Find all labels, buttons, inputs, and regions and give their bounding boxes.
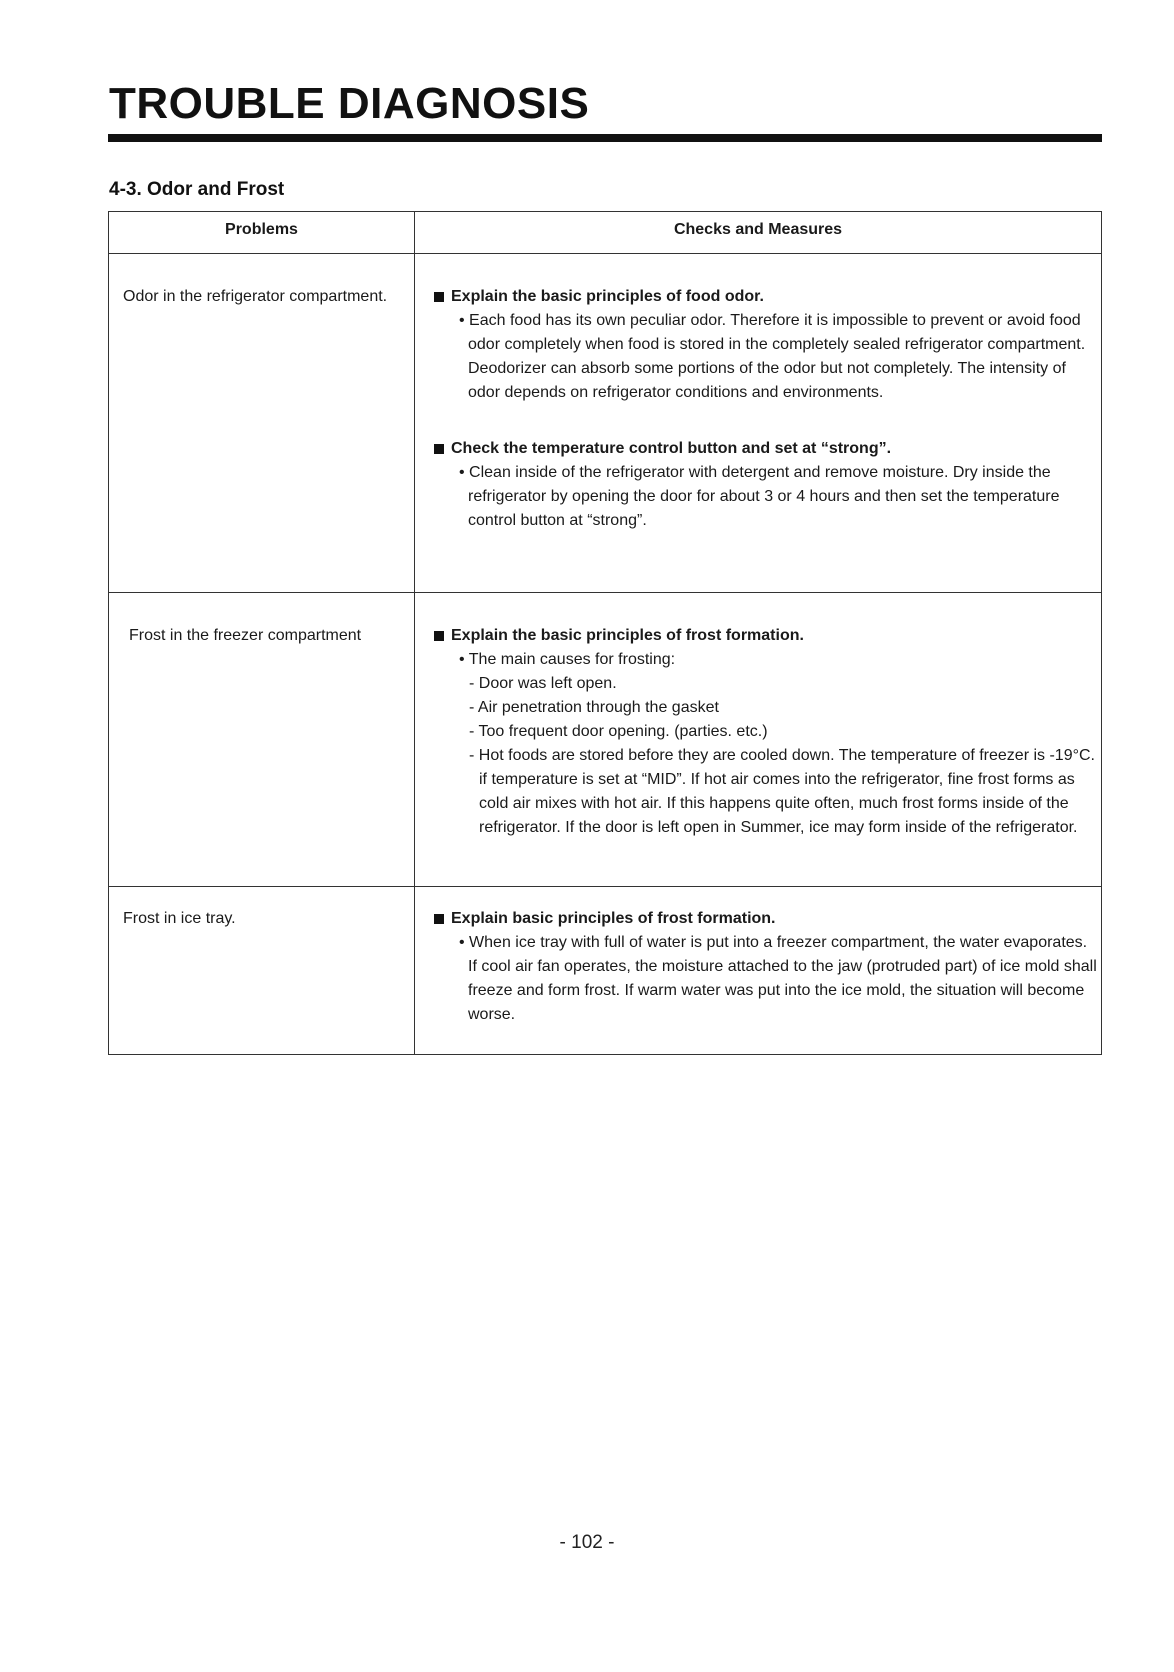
measure-cell (415, 593, 1102, 887)
block-gap (434, 405, 1097, 437)
section-heading: 4-3. Odor and Frost (109, 179, 285, 200)
table-row (109, 887, 1102, 1055)
cause-item-text: Hot foods are stored before they are cooled down. The temperature of freezer is -19°C. if temperature is set at “MID”. If hot air comes into the refrigerator, fine frost forms as cold air mixes with hot air. If this happens quite often, much frost forms inside of the refrigerator. If the door is left open in Summer, ice may form inside of the refrigerator. (478, 747, 1095, 836)
title-rule (108, 134, 1102, 142)
cause-item: - Hot foods are stored before they are cooled down. The temperature of freezer is -19°C. if temperature is set at “MID”. If hot air comes into the refrigerator, fine frost forms as cold air mixes with hot air. If this happens quite often, much frost forms inside of the refrigerator. If the door is left open in Summer, ice may form inside of the refrigerator. (469, 747, 1095, 836)
cause-item-text: Air penetration through the gasket (477, 699, 719, 716)
column-header-problems: Problems (109, 212, 415, 254)
table-header-row (109, 212, 1102, 254)
square-bullet-icon (434, 292, 444, 302)
measure-heading (434, 285, 1097, 309)
measure-heading-text: Explain basic principles of frost formation. (451, 910, 776, 927)
table-row (109, 254, 1102, 593)
measure-cell (415, 254, 1102, 593)
cause-item-text: Too frequent door opening. (parties. etc.) (478, 723, 768, 740)
measure-heading (434, 437, 1097, 461)
measure-bullet-text: Clean inside of the refrigerator with detergent and remove moisture. Dry inside the refrigerator by opening the door for about 3 or 4 hours and then set the temperature control button at “strong”. (468, 464, 1060, 529)
measure-bullet: • Clean inside of the refrigerator with detergent and remove moisture. Dry inside the refrigerator by opening the door for about 3 or 4 hours and then set the temperature control button at “strong”. (459, 464, 1060, 529)
trouble-table (108, 211, 1102, 1055)
problem-cell: Frost in the freezer compartment (109, 593, 415, 887)
problem-cell: Odor in the refrigerator compartment. (109, 254, 415, 593)
measure-heading (434, 624, 1097, 648)
measure-cell (415, 887, 1102, 1055)
problem-cell: Frost in ice tray. (109, 887, 415, 1055)
square-bullet-icon (434, 631, 444, 641)
cause-item: - Air penetration through the gasket (469, 699, 719, 716)
cause-item: - Door was left open. (469, 675, 617, 692)
column-header-checks: Checks and Measures (415, 212, 1102, 254)
square-bullet-icon (434, 914, 444, 924)
table-row (109, 593, 1102, 887)
cause-item: - Too frequent door opening. (parties. etc.) (469, 723, 768, 740)
measure-heading-text: Explain the basic principles of frost formation. (451, 627, 804, 644)
page-title: TROUBLE DIAGNOSIS (109, 79, 590, 128)
measure-heading-text: Check the temperature control button and set at “strong”. (451, 440, 892, 457)
measure-heading-text: Explain the basic principles of food odor. (451, 288, 764, 305)
square-bullet-icon (434, 444, 444, 454)
measure-bullet-text: The main causes for frosting: (468, 651, 676, 668)
measure-bullet-text: When ice tray with full of water is put into a freezer compartment, the water evaporates. If cool air fan operates, the moisture attached to the jaw (protruded part) of ice mold shall freeze and form frost. If warm water was put into the ice mold, the situation will become worse. (468, 934, 1097, 1023)
cause-item-text: Door was left open. (478, 675, 617, 692)
measure-bullet: • Each food has its own peculiar odor. Therefore it is impossible to prevent or avoid food odor completely when food is stored in the completely sealed refrigerator compartment. Deodorizer can absorb some portions of the odor but not completely. The intensity of odor depends on refrigerator conditions and environments. (459, 312, 1086, 401)
measure-bullet: • The main causes for frosting: (459, 651, 676, 668)
measure-bullet: • When ice tray with full of water is put into a freezer compartment, the water evaporates. If cool air fan operates, the moisture attached to the jaw (protruded part) of ice mold shall freeze and form frost. If warm water was put into the ice mold, the situation will become worse. (459, 934, 1097, 1023)
measure-heading (434, 907, 1097, 931)
measure-bullet-text: Each food has its own peculiar odor. Therefore it is impossible to prevent or avoid food odor completely when food is stored in the completely sealed refrigerator compartment. Deodorizer can absorb some portions of the odor but not completely. The intensity of odor depends on refrigerator conditions and environments. (468, 312, 1086, 401)
page-number: - 102 - (559, 1532, 615, 1553)
